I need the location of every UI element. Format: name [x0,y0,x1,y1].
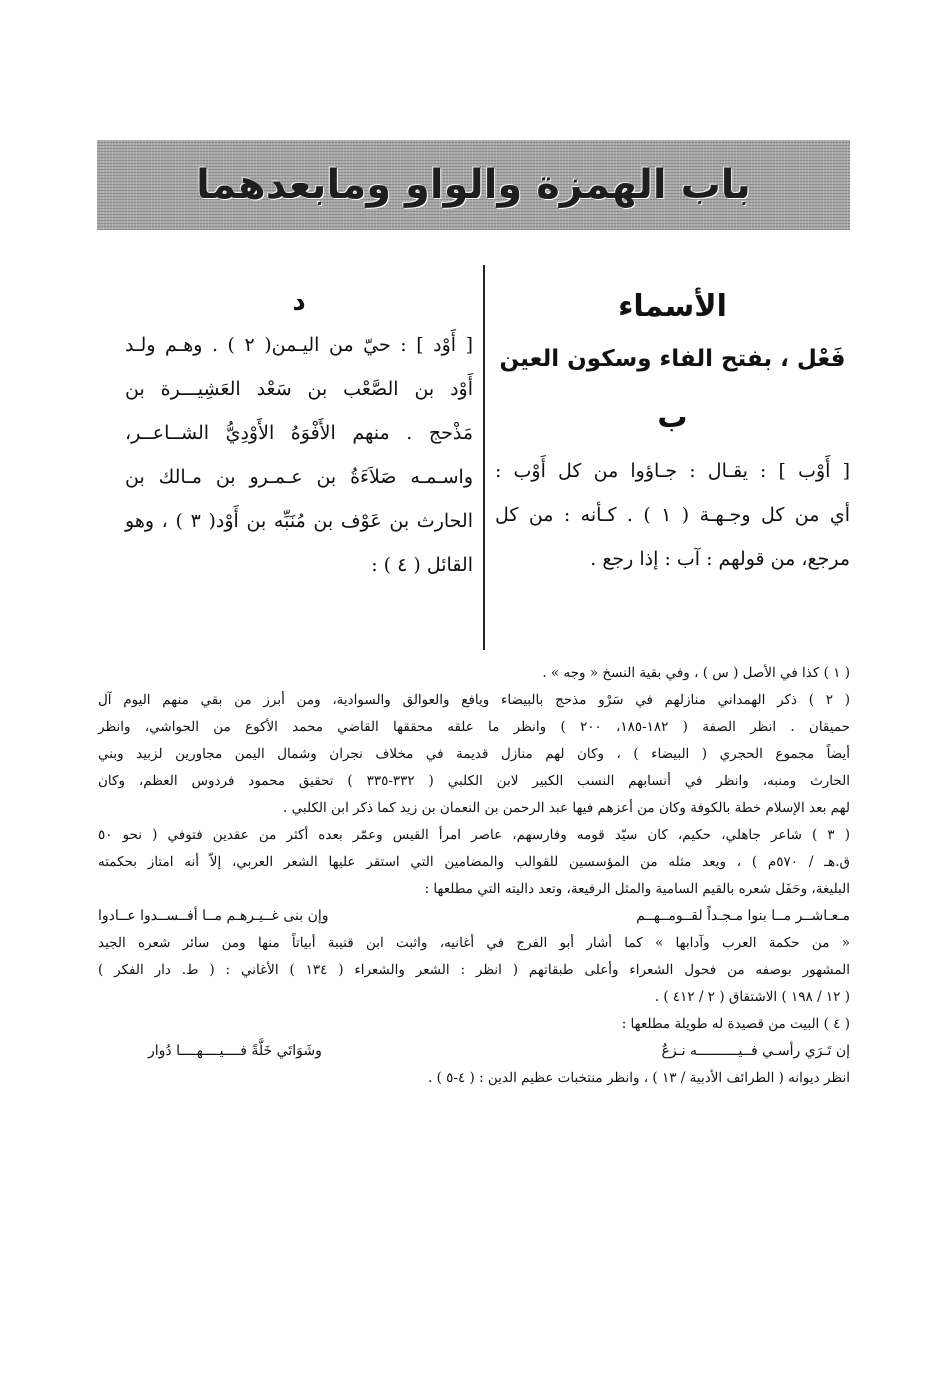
chapter-title: باب الهمزة والواو ومابعدهما [196,162,751,208]
verse-line [98,1038,850,1065]
right-column [495,285,850,581]
entry-line: أَوْد بن الصَّعْب بن سَعْد العَشِيـــرة بن [125,378,473,400]
footnote-2-line: الحارث ومنبه، وانظر في أنسابهم النسب الكبير لابن الكلبي ( ٣٣٢-٣٣٥ ) تحقيق محمود فردوس العظم، وكان [98,773,850,789]
section-letter-b: ب [657,400,688,435]
left-column [125,285,473,587]
entry-line: مَذْحج . منهم الأَفْوَهُ الأَوْدِيُّ الشــاعــر، [125,422,473,444]
entry-line: الحارث بن عَوْف بن مُنَبِّه بن أَوْد( ٣ ) ، وهو [125,510,473,532]
verse-hemistich-second: وشَوَاتَي خَلَّةً فــــيــــهــــا دُوار [148,1043,322,1059]
footnote-4-ref: انظر ديوانه ( الطرائف الأدبية / ١٣ ) ، وانظر منتخبات عظيم الدين : ( ٤-٥ ) . [427,1070,850,1086]
entry-line: واسـمـه صَلاَءَةُ بن عـمـرو بن مـالك بن [125,466,473,488]
footnote-3-line: المشهور بوصفه من فحول الشعراء وأعلى طبقاتهم ( انظر : الشعر والشعراء ( ١٣٤ ) الأغاني : ( ط. دار الفكر ) [98,962,850,978]
entry-line: [ أَوْب ] : يقـال : جـاؤوا من كل أَوْب : [495,460,850,482]
footnote-3-line: ق.هـ / ٥٧٠م ) ، ويعد مثله من المؤسسين للقوالب والمضامين التي استقر عليها الشعر العربي، إلاّ أنه امتاز بحكمته [98,854,850,870]
entry-line: أي من كل وجـهـة ( ١ ) . كـأنه : من كل [495,504,850,526]
footnote-2-line: أيضاً مجموع الحجري ( البيضاء ) ، وكان لهم منازل قديمة في مخلاف نجران وشمال اليمن مجاورين لزبيد وبني [98,746,850,762]
footnote-2-line: ( ٢ ) ذكر الهمداني منازلهم في سَرْو مذحج بالبيضاء ويافع والعوالق والسوادية، ومن أبرز من بقي منهم اليوم آل [98,692,850,708]
footnote-3-line: ( ١٢ / ١٩٨ ) الاشتقاق ( ٢ / ٤١٢ ) . [654,989,850,1005]
footnote-3-line: ( ٣ ) شاعر جاهلي، حكيم، كان سيّد قومه وفارسهم، عاصر امرأ القيس وعمّر بعده أكثر من عقدين فتوفي ( نحو ٥٠ [98,827,851,843]
chapter-header-band [97,140,850,230]
entry-line: [ أَوْد ] : حيّ من اليـمن( ٢ ) . وهـم ولـد [125,334,473,356]
verse-hemistich-first: مـعـاشــر مــا بنوا مـجـداً لقــومــهــم [636,908,850,924]
entry-line: مرجع، من قولهم : آب : إذا رجع . [590,548,850,570]
footnote-4-intro: ( ٤ ) البيت من قصيدة له طويلة مطلعها : [621,1016,850,1032]
footnote-2-line: حميقان . انظر الصفة ( ١٨٢-١٨٥، ٢٠٠ ) وانظر ما علقه محققها القاضي محمد الأكوع من الحواشي، وانظر [98,719,850,735]
section-heading: الأسماء [618,289,727,324]
entry-line: القائل ( ٤ ) : [371,554,473,576]
column-divider [483,265,485,650]
footnote-2-line: لهم بعد الإسلام خطة بالكوفة وكان من أعزهم فيها عبد الرحمن بن النعمان بن زيد كما ذكر ابن الكلبي . [283,800,850,816]
footnotes [98,660,850,1092]
section-letter-d: د [292,287,306,317]
footnote-3-line: البليغة، وحَفَل شعره بالقيم السامية والمثل الرفيعة، وتعد داليته التي مطلعها : [424,881,850,897]
verse-hemistich-first: إن تَـرَي رأسـي فــيــــــــــه نـزعٌ [661,1043,850,1059]
footnote-3-line: « من حكمة العرب وآدابها » كما أشار أبو الفرج في أغانيه، واثبت ابن قتيبة أبياتاً منها ومن سائر شعره الجيد [98,935,850,951]
footnote-1: ( ١ ) كذا في الأصل ( س ) ، وفي بقية النسخ « وجه » . [542,665,850,681]
verse-hemistich-second: وإن بنى غــيـرهـم مــا أفــســدوا عــادوا [98,908,329,924]
pattern-heading: فَعْل ، بفتح الفاء وسكون العين [499,346,846,372]
verse-line [98,903,850,930]
